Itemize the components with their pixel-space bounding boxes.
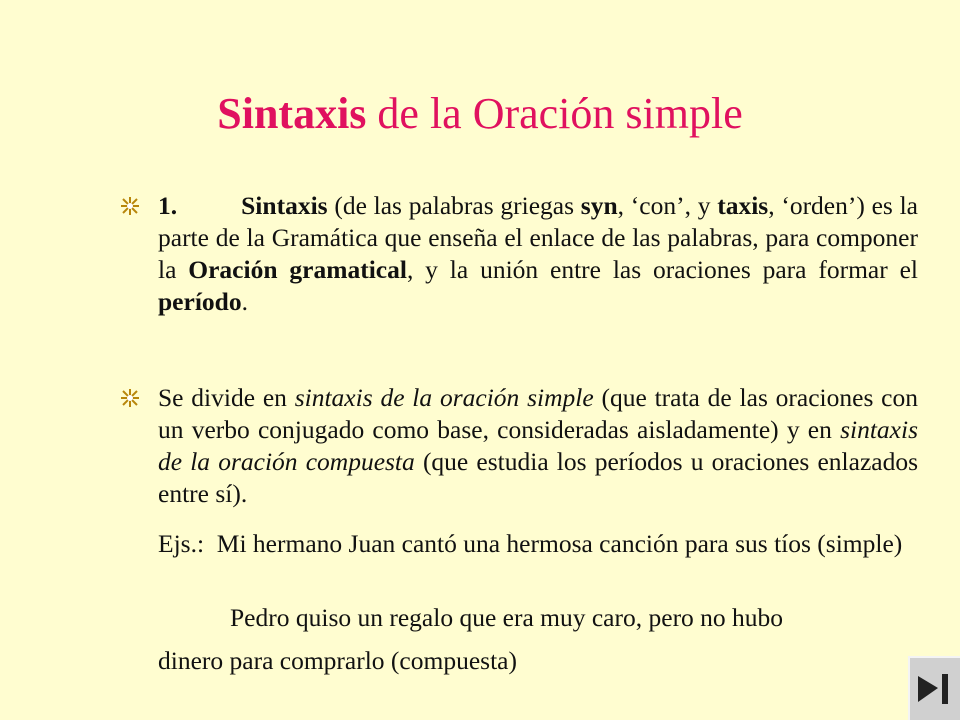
starburst-bullet-icon: [120, 196, 140, 216]
text-span: (que estudia los períodos u oraciones enlazados entre sí).: [158, 447, 918, 508]
text-span: Se divide en: [158, 383, 295, 412]
slide-title: [0, 88, 960, 139]
item-number: 1.: [158, 191, 178, 220]
term-periodo: período: [158, 287, 242, 316]
example-compound: [158, 602, 918, 634]
end-show-button[interactable]: [908, 656, 960, 720]
term-sintaxis-compuesta: sintaxis de la oración compuesta: [158, 415, 918, 476]
starburst-bullet-icon: [120, 388, 140, 408]
paragraph-definition: [158, 190, 918, 318]
end-of-show-icon: [910, 658, 958, 718]
example-simple: [158, 528, 918, 560]
title-rest: de la Oración simple: [366, 89, 743, 138]
example-2-text-line2: dinero para comprarlo (compuesta): [158, 646, 517, 675]
text-span: , ‘con’, y: [617, 191, 718, 220]
title-bold: Sintaxis: [217, 89, 367, 138]
text-span: (de las palabras griegas: [327, 191, 581, 220]
term-oracion-gramatical: Oración gramatical: [188, 255, 407, 284]
bullet-item-2: [120, 382, 918, 510]
text-span: , y la unión entre las oraciones para formar el: [406, 255, 919, 284]
term-sintaxis-simple: sintaxis de la oración simple: [294, 383, 594, 412]
examples-label: Ejs.:: [158, 529, 205, 558]
example-compound-line2: [158, 645, 918, 677]
text-span: , ‘orden’) es la parte de la Gramática que enseña el enlace de las palabras, para componer la: [158, 191, 918, 284]
paragraph-division: [158, 382, 918, 510]
text-span: (que trata de las oraciones con un verbo conjugado como base, consideradas aisladamente) y en: [158, 383, 918, 444]
text-span: .: [241, 287, 248, 316]
term-taxis: taxis: [717, 191, 769, 220]
example-1-text: Mi hermano Juan cantó una hermosa canción para sus tíos (simple): [216, 529, 903, 558]
bullet-item-1: [120, 190, 918, 318]
example-2-text-line1: Pedro quiso un regalo que era muy caro, pero no hubo: [230, 603, 784, 632]
term-sintaxis: Sintaxis: [241, 191, 328, 220]
term-syn: syn: [580, 191, 618, 220]
